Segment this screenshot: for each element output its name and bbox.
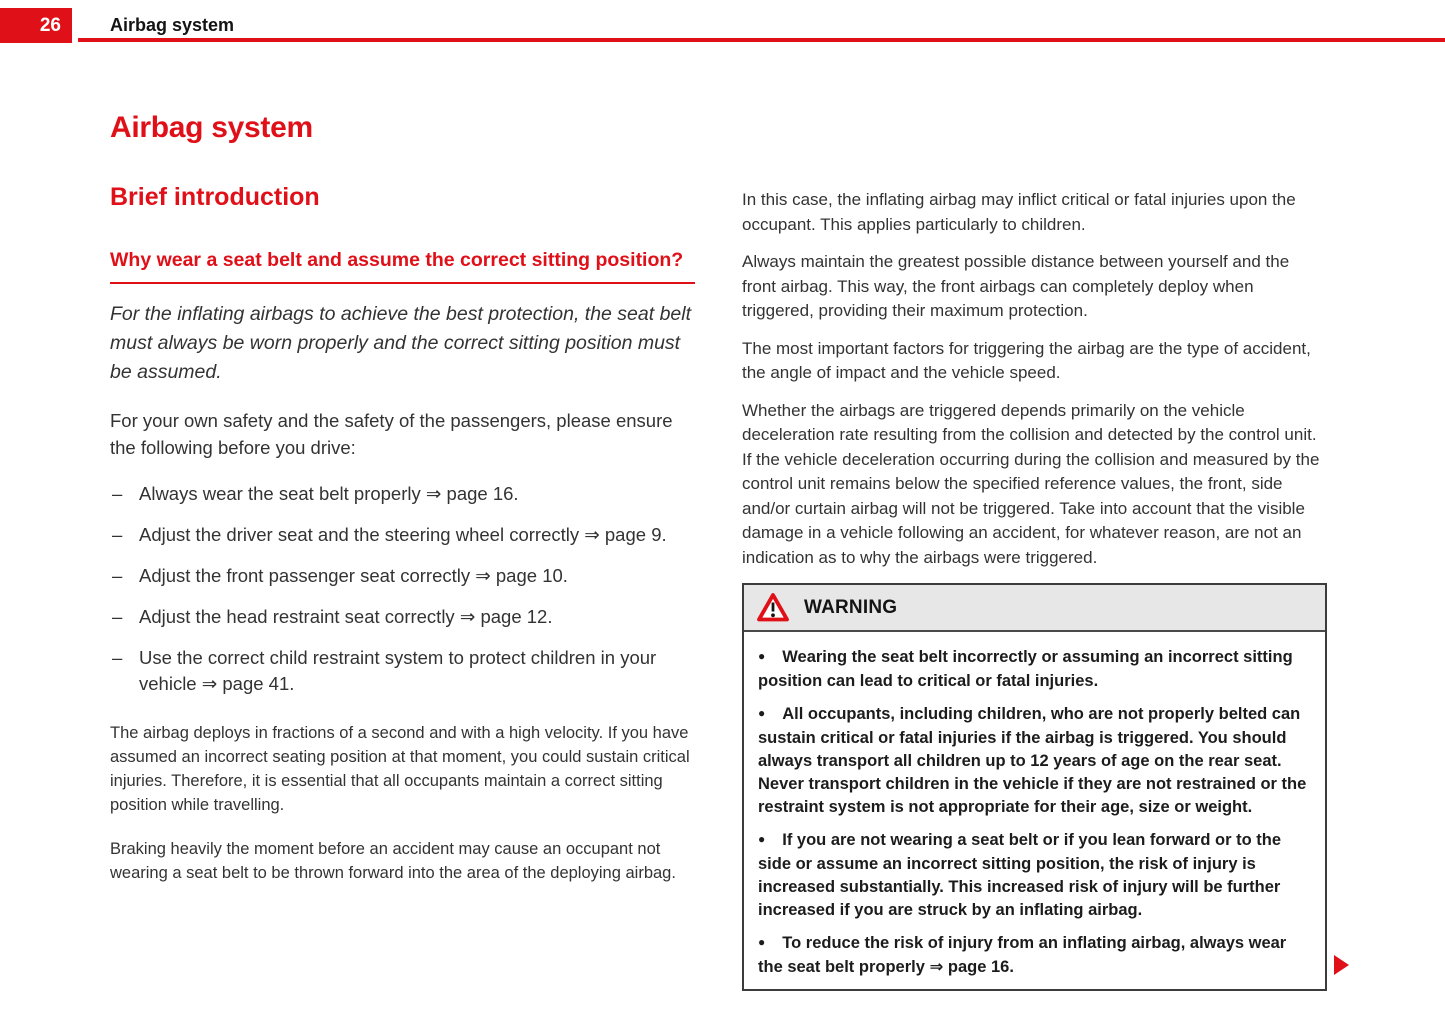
bullet-icon: ●	[758, 649, 766, 663]
checklist-item-text: Adjust the head restraint seat correctly ⇒ page 12.	[139, 606, 553, 627]
header-rule	[78, 38, 1445, 42]
warning-item	[758, 646, 1311, 693]
paragraph: Braking heavily the moment before an accident may cause an occupant not wearing a seat belt to be thrown forward into the area of the deploying airbag.	[110, 840, 676, 882]
subsection-title: Why wear a seat belt and assume the correct sitting position?	[110, 248, 695, 284]
warning-header	[744, 585, 1325, 632]
paragraph: Always maintain the greatest possible distance between yourself and the front airbag. This way, the front airbags can completely deploy when triggered, providing their maximum protection.	[742, 252, 1290, 320]
bullet-icon: ●	[758, 832, 766, 846]
lead-italic-paragraph: For the inflating airbags to achieve the best protection, the seat belt must always be worn properly and the correct sitting position must be assumed.	[110, 303, 692, 383]
dash-bullet-icon: –	[112, 647, 123, 668]
bullet-icon: ●	[758, 706, 766, 720]
checklist-item	[110, 604, 695, 630]
warning-item	[758, 932, 1311, 979]
dash-bullet-icon: –	[112, 565, 123, 586]
paragraph: The airbag deploys in fractions of a second and with a high velocity. If you have assumed an incorrect seating position at that moment, you could sustain critical injuries. Therefore, it is essential that all occupants maintain a correct sitting position while travelling.	[110, 724, 690, 814]
continuation-arrow-icon	[1334, 955, 1349, 975]
warning-triangle-icon	[756, 592, 790, 623]
bullet-icon: ●	[758, 935, 766, 949]
warning-item-text: If you are not wearing a seat belt or if you lean forward or to the side or assume an incorrect sitting position, the risk of injury is increased substantially. This increased risk of injury will be further increased if you are struck by an inflating airbag.	[758, 831, 1281, 919]
section-title: Brief introduction	[110, 183, 320, 211]
chapter-title: Airbag system	[110, 111, 313, 144]
checklist-item-text: Use the correct child restraint system to protect children in your vehicle ⇒ page 41.	[139, 647, 657, 694]
page-number-badge: 26	[0, 8, 72, 43]
warning-item-text: To reduce the risk of injury from an inflating airbag, always wear the seat belt properly ⇒ page 16.	[758, 934, 1287, 976]
checklist-item	[110, 481, 695, 507]
paragraph: Whether the airbags are triggered depends primarily on the vehicle deceleration rate resulting from the collision and detected by the control unit. If the vehicle deceleration occurring during the collision and measured by the control unit remains below the specified reference values, the front, side and/or curtain airbag will not be triggered. Take into account that the visible damage in a vehicle following an accident, for whatever reason, are not an indication as to why the airbags were triggered.	[742, 400, 1320, 567]
checklist-item-text: Adjust the front passenger seat correctly ⇒ page 10.	[139, 565, 568, 586]
warning-item-text: All occupants, including children, who are not properly belted can sustain critical or fatal injuries if the airbag is triggered. You should always transport all children up to 12 years of age on the rear seat. Never transport children in the vehicle if they are not restrained or the restraint system is not appropriate for their age, size or weight.	[758, 705, 1307, 816]
intro-paragraph: For your own safety and the safety of the passengers, please ensure the following before you drive:	[110, 410, 673, 458]
checklist-item-text: Adjust the driver seat and the steering wheel correctly ⇒ page 9.	[139, 524, 667, 545]
header-chapter-title: Airbag system	[110, 15, 235, 35]
warning-item	[758, 829, 1311, 922]
paragraph: The most important factors for triggering the airbag are the type of accident, the angle of impact and the vehicle speed.	[742, 338, 1311, 382]
right-column	[742, 188, 1327, 991]
checklist-item	[110, 522, 695, 548]
checklist-item	[110, 563, 695, 589]
checklist-item	[110, 645, 695, 697]
warning-box	[742, 583, 1327, 991]
dash-bullet-icon: –	[112, 606, 123, 627]
checklist-item-text: Always wear the seat belt properly ⇒ page 16.	[139, 483, 519, 504]
dash-bullet-icon: –	[112, 483, 123, 504]
warning-body	[744, 632, 1325, 989]
warning-item	[758, 703, 1311, 819]
safety-checklist	[110, 481, 695, 697]
dash-bullet-icon: –	[112, 524, 123, 545]
warning-item-text: Wearing the seat belt incorrectly or assuming an incorrect sitting position can lead to critical or fatal injuries.	[758, 648, 1293, 690]
warning-title: WARNING	[804, 596, 898, 618]
left-column	[110, 100, 695, 885]
paragraph: In this case, the inflating airbag may inflict critical or fatal injuries upon the occupant. This applies particularly to children.	[742, 190, 1296, 234]
